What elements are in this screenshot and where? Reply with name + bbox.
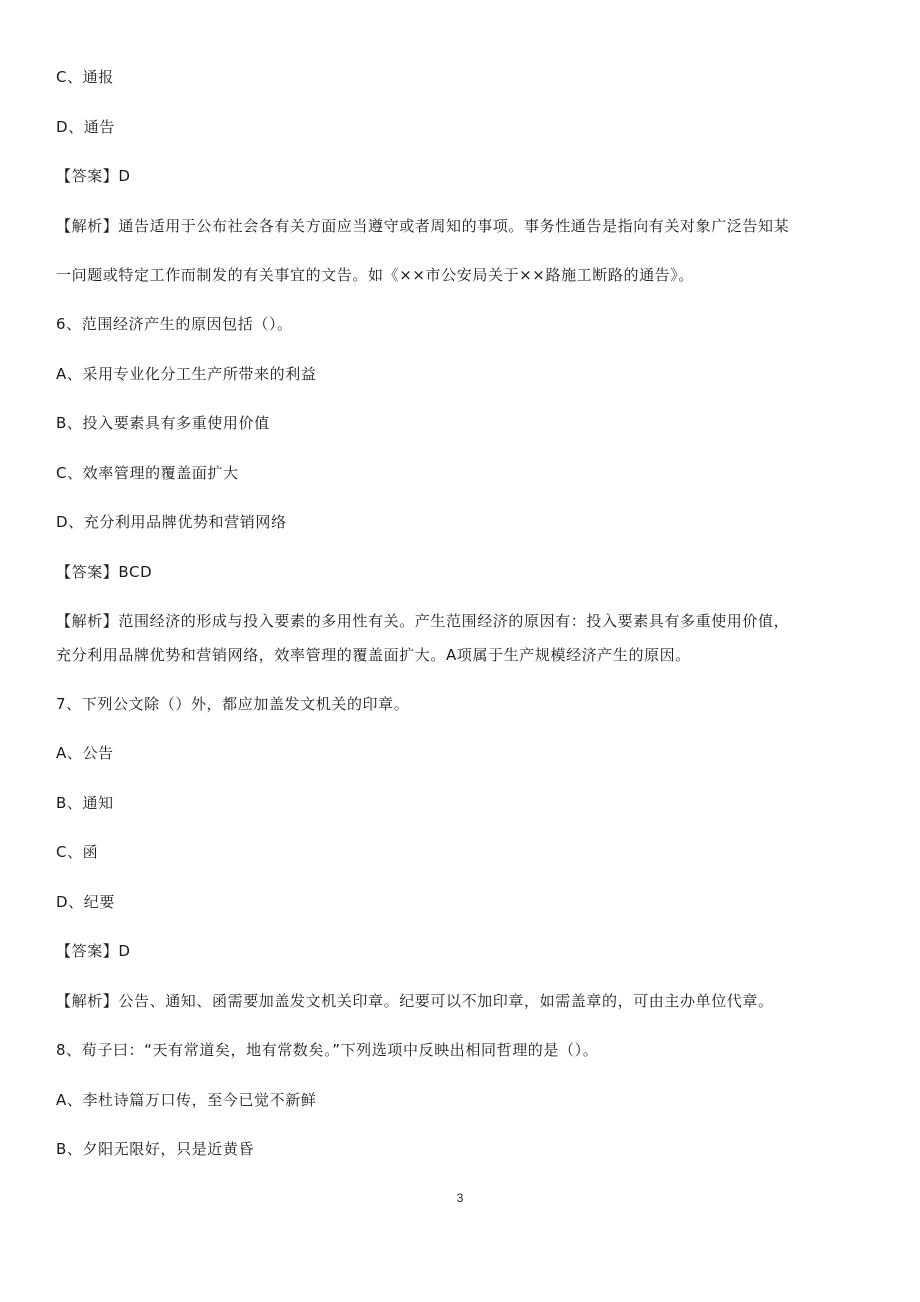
q6-analysis-line-1: 【解析】范围经济的形成与投入要素的多用性有关。产生范围经济的原因有：投入要素具有多重使用价值， [56, 612, 790, 630]
q7-option-a: A、公告 [56, 744, 114, 762]
page-number: 3 [456, 1191, 464, 1205]
q6-analysis-line-2: 充分利用品牌优势和营销网络，效率管理的覆盖面扩大。A项属于生产规模经济产生的原因。 [56, 646, 691, 664]
q7-option-c: C、函 [56, 843, 99, 861]
q8-option-b: B、夕阳无限好，只是近黄昏 [56, 1140, 255, 1158]
q6-option-a: A、采用专业化分工生产所带来的利益 [56, 365, 317, 383]
q6-answer: 【答案】BCD [56, 563, 153, 581]
q7-analysis: 【解析】公告、通知、函需要加盖发文机关印章。纪要可以不加印章，如需盖章的，可由主办单位代章。 [56, 992, 774, 1010]
q7-option-b: B、通知 [56, 794, 114, 812]
q5-analysis-line-1: 【解析】通告适用于公布社会各有关方面应当遵守或者周知的事项。事务性通告是指向有关对象广泛告知某 [56, 217, 790, 235]
q7-answer: 【答案】D [56, 942, 131, 960]
q6-option-b: B、投入要素具有多重使用价值 [56, 414, 270, 432]
q5-answer: 【答案】D [56, 167, 131, 185]
q8-option-a: A、李杜诗篇万口传，至今已觉不新鲜 [56, 1091, 317, 1109]
q6-option-d: D、充分利用品牌优势和营销网络 [56, 513, 287, 531]
q5-option-d: D、通告 [56, 118, 115, 136]
q6-option-c: C、效率管理的覆盖面扩大 [56, 464, 239, 482]
q8-question: 8、荀子曰：“天有常道矣，地有常数矣。”下列选项中反映出相同哲理的是（）。 [56, 1041, 599, 1059]
q7-option-d: D、纪要 [56, 893, 115, 911]
q5-option-c: C、通报 [56, 68, 114, 86]
q5-analysis-line-2: 一问题或特定工作而制发的有关事宜的文告。如《××市公安局关于××路施工断路的通告》。 [56, 266, 694, 284]
q7-question: 7、下列公文除（）外，都应加盖发文机关的印章。 [56, 695, 410, 713]
q6-question: 6、范围经济产生的原因包括（）。 [56, 315, 293, 333]
